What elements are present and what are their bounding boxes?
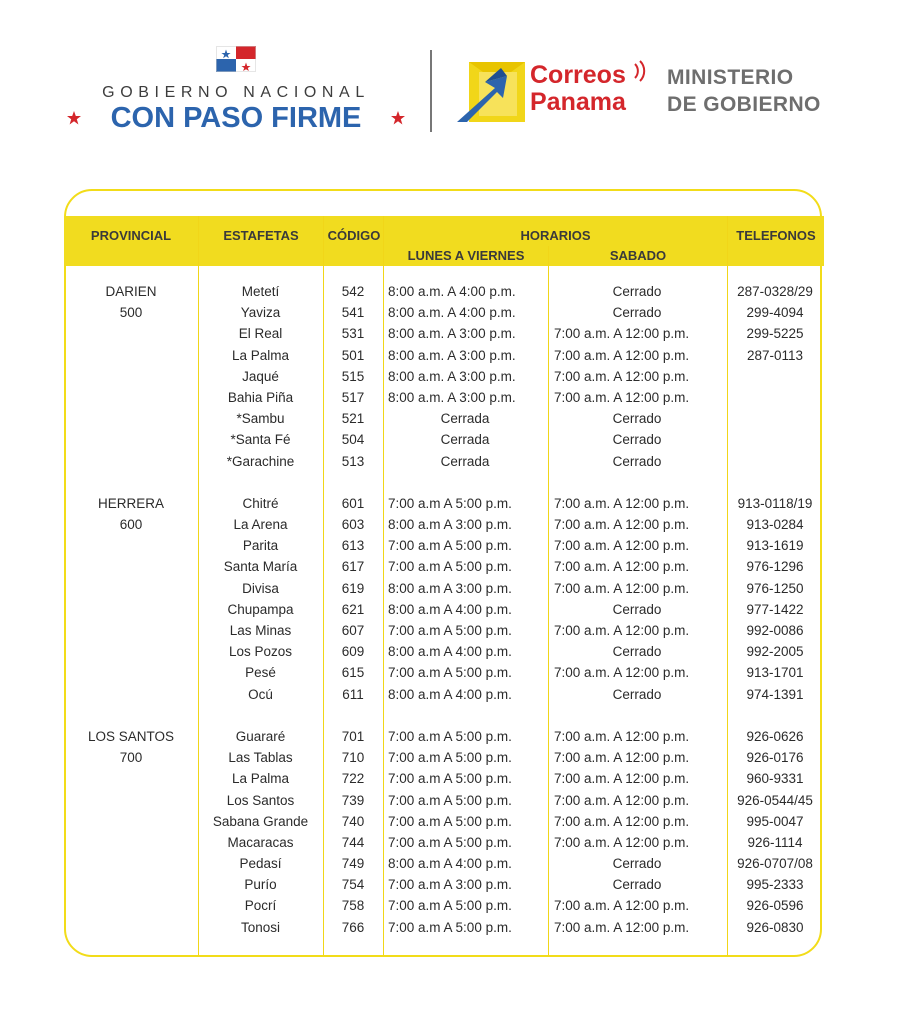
table-row bbox=[64, 641, 824, 662]
header-codigo: CÓDIGO bbox=[327, 228, 381, 243]
saturday-hours-cell: Cerrado bbox=[612, 411, 662, 427]
codigo-cell: 521 bbox=[341, 411, 365, 427]
estafeta-cell: Bahia Piña bbox=[227, 389, 294, 405]
codigo-cell: 758 bbox=[341, 898, 365, 914]
gov-slogan-top: GOBIERNO NACIONAL bbox=[102, 84, 370, 101]
weekday-hours-cell: 8:00 a.m A 3:00 p.m. bbox=[388, 517, 512, 533]
table-row bbox=[64, 790, 824, 811]
codigo-cell: 619 bbox=[341, 580, 365, 596]
codigo-cell: 621 bbox=[341, 601, 365, 617]
weekday-hours-cell: 7:00 a.m A 5:00 p.m. bbox=[388, 728, 512, 744]
phone-cell: 976-1250 bbox=[746, 580, 804, 596]
codigo-cell: 504 bbox=[341, 432, 365, 448]
estafeta-cell: Las Minas bbox=[229, 623, 292, 638]
table-row bbox=[64, 620, 824, 641]
saturday-hours-cell: Cerrado bbox=[612, 686, 662, 702]
table-row bbox=[64, 323, 824, 344]
header-divider bbox=[430, 50, 432, 132]
phone-cell: 926-0830 bbox=[746, 919, 804, 935]
province-cell: DARIEN bbox=[105, 284, 157, 299]
correos-panama-wordmark bbox=[530, 62, 626, 116]
saturday-hours-cell: 7:00 a.m. A 12:00 p.m. bbox=[554, 538, 690, 554]
saturday-hours-cell: Cerrado bbox=[612, 432, 662, 448]
weekday-hours-cell: 7:00 a.m A 5:00 p.m. bbox=[388, 834, 512, 850]
weekday-hours-cell: 7:00 a.m A 5:00 p.m. bbox=[388, 898, 512, 914]
phone-cell: 287-0113 bbox=[746, 347, 804, 363]
table-row bbox=[64, 684, 824, 705]
phone-cell: 926-0626 bbox=[746, 728, 804, 744]
group-spacer bbox=[64, 472, 824, 493]
correos-bird-logo-icon bbox=[455, 58, 529, 128]
table-row bbox=[64, 599, 824, 620]
table-row bbox=[64, 768, 824, 789]
weekday-hours-cell: Cerrada bbox=[440, 411, 490, 427]
weekday-hours-cell: 8:00 a.m A 4:00 p.m. bbox=[388, 601, 512, 617]
estafeta-cell: Purío bbox=[244, 877, 277, 893]
codigo-cell: 541 bbox=[341, 305, 365, 321]
weekday-hours-cell: 8:00 a.m A 3:00 p.m. bbox=[388, 580, 512, 596]
saturday-hours-cell: 7:00 a.m. A 12:00 p.m. bbox=[554, 326, 690, 342]
table-row bbox=[64, 451, 824, 472]
codigo-cell: 617 bbox=[341, 559, 365, 575]
saturday-hours-cell: Cerrado bbox=[612, 601, 662, 617]
header-provincial: PROVINCIAL bbox=[90, 228, 172, 243]
schedule-table-body bbox=[64, 281, 824, 938]
codigo-cell: 722 bbox=[341, 771, 365, 787]
table-row bbox=[64, 747, 824, 768]
phone-cell: 995-2333 bbox=[746, 877, 804, 893]
weekday-hours-cell: 7:00 a.m A 5:00 p.m. bbox=[388, 813, 512, 829]
saturday-hours-cell: Cerrado bbox=[612, 877, 662, 893]
signal-waves-icon bbox=[632, 60, 650, 82]
panama-flag-icon bbox=[216, 46, 256, 72]
header-telefonos: TELEFONOS bbox=[736, 228, 816, 243]
phone-cell: 913-0118/19 bbox=[737, 495, 813, 511]
phone-cell: 926-0544/45 bbox=[737, 792, 813, 808]
phone-cell: 299-5225 bbox=[746, 326, 804, 342]
saturday-hours-cell: 7:00 a.m. A 12:00 p.m. bbox=[554, 368, 690, 384]
codigo-cell: 701 bbox=[341, 728, 365, 744]
table-row bbox=[64, 281, 824, 302]
table-row bbox=[64, 662, 824, 683]
table-row bbox=[64, 874, 824, 895]
estafeta-cell: *Garachine bbox=[226, 453, 295, 469]
estafeta-cell: Divisa bbox=[242, 580, 279, 596]
weekday-hours-cell: 8:00 a.m. A 3:00 p.m. bbox=[388, 368, 516, 384]
estafeta-cell: Metetí bbox=[241, 284, 280, 299]
estafeta-cell: Los Pozos bbox=[228, 644, 293, 660]
saturday-hours-cell: 7:00 a.m. A 12:00 p.m. bbox=[554, 495, 690, 511]
weekday-hours-cell: 7:00 a.m A 5:00 p.m. bbox=[388, 538, 512, 554]
saturday-hours-cell: 7:00 a.m. A 12:00 p.m. bbox=[554, 559, 690, 575]
estafeta-cell: Parita bbox=[242, 538, 279, 554]
codigo-cell: 766 bbox=[341, 919, 365, 935]
brand-line-2: Panama bbox=[530, 88, 626, 116]
province-cell: HERRERA bbox=[97, 495, 164, 511]
saturday-hours-cell: 7:00 a.m. A 12:00 p.m. bbox=[554, 834, 690, 850]
phone-cell: 974-1391 bbox=[746, 686, 804, 702]
codigo-cell: 710 bbox=[341, 750, 365, 766]
province-cell: LOS SANTOS bbox=[87, 728, 175, 744]
table-row bbox=[64, 832, 824, 853]
codigo-cell: 542 bbox=[341, 284, 365, 299]
codigo-cell: 513 bbox=[341, 453, 365, 469]
estafeta-cell: Macaracas bbox=[227, 834, 294, 850]
weekday-hours-cell: 7:00 a.m A 5:00 p.m. bbox=[388, 750, 512, 766]
codigo-cell: 754 bbox=[341, 877, 365, 893]
header-sabado: SABADO bbox=[609, 248, 667, 263]
ministerio-de-gobierno-wordmark bbox=[667, 64, 821, 118]
page-header bbox=[0, 0, 900, 170]
weekday-hours-cell: 7:00 a.m A 5:00 p.m. bbox=[388, 792, 512, 808]
estafeta-cell: La Arena bbox=[233, 517, 288, 533]
weekday-hours-cell: 7:00 a.m A 5:00 p.m. bbox=[388, 495, 512, 511]
phone-cell: 977-1422 bbox=[746, 601, 804, 617]
header-lunes-viernes: LUNES A VIERNES bbox=[407, 248, 525, 263]
weekday-hours-cell: 8:00 a.m. A 3:00 p.m. bbox=[388, 347, 516, 363]
ministry-line-1: MINISTERIO bbox=[667, 66, 794, 89]
table-row bbox=[64, 429, 824, 450]
phone-cell: 287-0328/29 bbox=[737, 284, 813, 299]
weekday-hours-cell: 7:00 a.m A 5:00 p.m. bbox=[388, 623, 512, 638]
saturday-hours-cell: 7:00 a.m. A 12:00 p.m. bbox=[554, 623, 690, 638]
estafeta-cell: Sabana Grande bbox=[212, 813, 309, 829]
saturday-hours-cell: 7:00 a.m. A 12:00 p.m. bbox=[554, 750, 690, 766]
phone-cell: 913-1701 bbox=[746, 665, 804, 681]
phone-cell: 926-0596 bbox=[746, 898, 804, 914]
table-row bbox=[64, 493, 824, 514]
gov-slogan-bottom: CON PASO FIRME bbox=[110, 102, 362, 134]
weekday-hours-cell: 8:00 a.m. A 4:00 p.m. bbox=[388, 284, 516, 299]
phone-cell: 995-0047 bbox=[746, 813, 804, 829]
saturday-hours-cell: 7:00 a.m. A 12:00 p.m. bbox=[554, 389, 690, 405]
weekday-hours-cell: Cerrada bbox=[440, 453, 490, 469]
red-star-icon bbox=[390, 110, 406, 126]
estafeta-cell: *Sambu bbox=[236, 411, 285, 427]
estafeta-cell: Guararé bbox=[235, 728, 286, 744]
saturday-hours-cell: 7:00 a.m. A 12:00 p.m. bbox=[554, 813, 690, 829]
saturday-hours-cell: 7:00 a.m. A 12:00 p.m. bbox=[554, 347, 690, 363]
estafeta-cell: Pedasí bbox=[239, 856, 282, 872]
codigo-cell: 739 bbox=[341, 792, 365, 808]
saturday-hours-cell: 7:00 a.m. A 12:00 p.m. bbox=[554, 665, 690, 681]
weekday-hours-cell: 8:00 a.m. A 3:00 p.m. bbox=[388, 326, 516, 342]
estafeta-cell: Pocrí bbox=[244, 898, 277, 914]
saturday-hours-cell: 7:00 a.m. A 12:00 p.m. bbox=[554, 919, 690, 935]
brand-line-1: Correos bbox=[530, 61, 626, 89]
phone-cell: 913-1619 bbox=[746, 538, 804, 554]
estafeta-cell: Santa María bbox=[223, 559, 298, 575]
saturday-hours-cell: 7:00 a.m. A 12:00 p.m. bbox=[554, 771, 690, 787]
ministry-line-2: DE GOBIERNO bbox=[667, 93, 821, 116]
weekday-hours-cell: 8:00 a.m A 4:00 p.m. bbox=[388, 686, 512, 702]
weekday-hours-cell: Cerrada bbox=[440, 432, 490, 448]
table-row bbox=[64, 556, 824, 577]
phone-cell: 976-1296 bbox=[746, 559, 804, 575]
table-row bbox=[64, 726, 824, 747]
codigo-cell: 601 bbox=[341, 495, 365, 511]
saturday-hours-cell: 7:00 a.m. A 12:00 p.m. bbox=[554, 517, 690, 533]
saturday-hours-cell: 7:00 a.m. A 12:00 p.m. bbox=[554, 898, 690, 914]
saturday-hours-cell: Cerrado bbox=[612, 453, 662, 469]
header-estafetas: ESTAFETAS bbox=[223, 228, 299, 243]
codigo-cell: 515 bbox=[341, 368, 365, 384]
phone-cell: 913-0284 bbox=[746, 517, 804, 533]
codigo-cell: 749 bbox=[341, 856, 365, 872]
table-row bbox=[64, 917, 824, 938]
saturday-hours-cell: 7:00 a.m. A 12:00 p.m. bbox=[554, 792, 690, 808]
estafeta-cell: La Palma bbox=[231, 771, 290, 787]
saturday-hours-cell: Cerrado bbox=[612, 284, 662, 299]
estafeta-cell: Pesé bbox=[245, 665, 276, 681]
estafeta-cell: Los Santos bbox=[226, 792, 295, 808]
table-row bbox=[64, 514, 824, 535]
weekday-hours-cell: 8:00 a.m A 4:00 p.m. bbox=[388, 644, 512, 660]
weekday-hours-cell: 8:00 a.m. A 3:00 p.m. bbox=[388, 389, 516, 405]
codigo-cell: 607 bbox=[341, 623, 365, 638]
phone-cell: 299-4094 bbox=[746, 305, 804, 321]
estafeta-cell: Yaviza bbox=[240, 305, 281, 321]
estafeta-cell: El Real bbox=[238, 326, 283, 342]
codigo-cell: 740 bbox=[341, 813, 365, 829]
table-row bbox=[64, 578, 824, 599]
table-row bbox=[64, 853, 824, 874]
codigo-cell: 609 bbox=[341, 644, 365, 660]
estafeta-cell: Tonosi bbox=[240, 919, 281, 935]
phone-cell: 926-0707/08 bbox=[737, 856, 813, 872]
weekday-hours-cell: 7:00 a.m A 3:00 p.m. bbox=[388, 877, 512, 893]
saturday-hours-cell: 7:00 a.m. A 12:00 p.m. bbox=[554, 728, 690, 744]
estafeta-cell: Jaqué bbox=[242, 368, 279, 384]
codigo-cell: 517 bbox=[341, 389, 365, 405]
weekday-hours-cell: 7:00 a.m A 5:00 p.m. bbox=[388, 771, 512, 787]
phone-cell: 926-0176 bbox=[746, 750, 804, 766]
estafeta-cell: *Santa Fé bbox=[230, 432, 291, 448]
group-spacer bbox=[64, 705, 824, 726]
phone-cell: 926-1114 bbox=[747, 834, 803, 850]
table-row bbox=[64, 387, 824, 408]
codigo-cell: 501 bbox=[341, 347, 365, 363]
table-row bbox=[64, 535, 824, 556]
table-row bbox=[64, 811, 824, 832]
weekday-hours-cell: 7:00 a.m A 5:00 p.m. bbox=[388, 559, 512, 575]
table-row bbox=[64, 345, 824, 366]
saturday-hours-cell: Cerrado bbox=[612, 644, 662, 660]
saturday-hours-cell: Cerrado bbox=[612, 856, 662, 872]
saturday-hours-cell: 7:00 a.m. A 12:00 p.m. bbox=[554, 580, 690, 596]
gobierno-nacional-logo bbox=[60, 46, 412, 146]
header-horarios: HORARIOS bbox=[520, 228, 591, 243]
estafeta-cell: Las Tablas bbox=[228, 750, 293, 766]
codigo-cell: 611 bbox=[342, 686, 364, 702]
phone-cell: 960-9331 bbox=[746, 771, 804, 787]
codigo-cell: 613 bbox=[341, 538, 365, 554]
weekday-hours-cell: 8:00 a.m A 4:00 p.m. bbox=[388, 856, 512, 872]
codigo-cell: 744 bbox=[341, 834, 365, 850]
codigo-cell: 603 bbox=[341, 517, 365, 533]
codigo-cell: 531 bbox=[341, 326, 365, 342]
estafeta-cell: Chitré bbox=[242, 495, 279, 511]
table-row bbox=[64, 895, 824, 916]
province-cell: 500 bbox=[119, 305, 143, 321]
phone-cell: 992-0086 bbox=[746, 623, 804, 638]
codigo-cell: 615 bbox=[341, 665, 365, 681]
table-row bbox=[64, 408, 824, 429]
estafeta-cell: Chupampa bbox=[227, 601, 294, 617]
saturday-hours-cell: Cerrado bbox=[612, 305, 662, 321]
province-cell: 700 bbox=[119, 750, 143, 766]
estafeta-cell: La Palma bbox=[231, 347, 290, 363]
table-row bbox=[64, 302, 824, 323]
estafeta-cell: Ocú bbox=[248, 686, 273, 702]
table-row bbox=[64, 366, 824, 387]
province-cell: 600 bbox=[119, 517, 143, 533]
weekday-hours-cell: 7:00 a.m A 5:00 p.m. bbox=[388, 919, 512, 935]
phone-cell: 992-2005 bbox=[746, 644, 804, 660]
weekday-hours-cell: 8:00 a.m. A 4:00 p.m. bbox=[388, 305, 516, 321]
weekday-hours-cell: 7:00 a.m A 5:00 p.m. bbox=[388, 665, 512, 681]
